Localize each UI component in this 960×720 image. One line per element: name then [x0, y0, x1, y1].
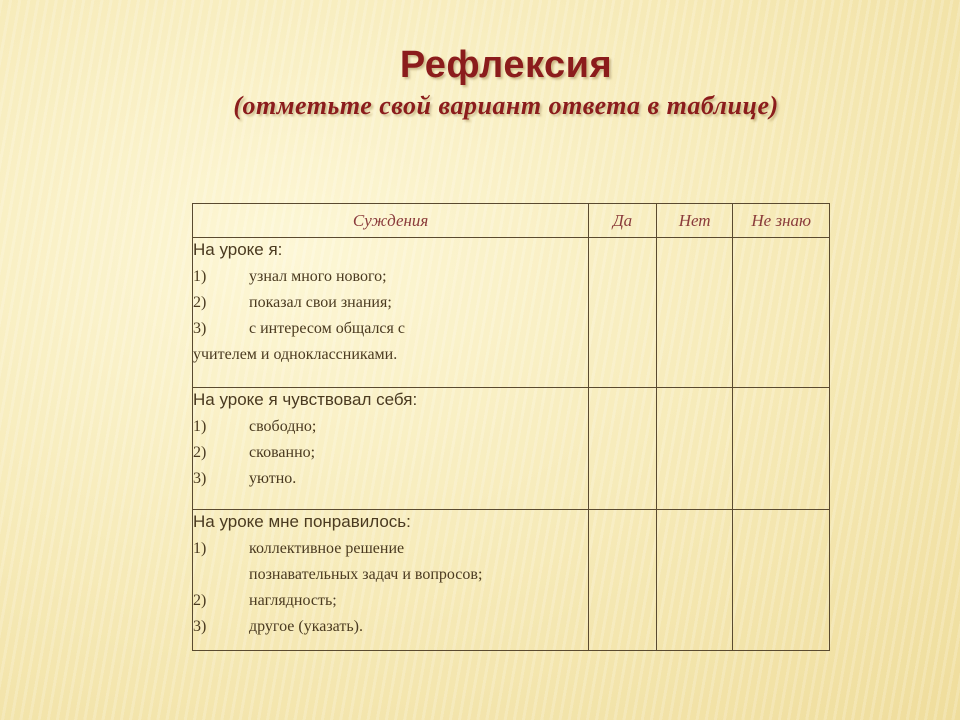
answer-cell-yes[interactable]: [589, 510, 657, 651]
header-no: Нет: [656, 204, 733, 238]
item-number: 2): [193, 592, 207, 609]
item-number: 1): [193, 540, 207, 557]
list-item: [193, 588, 588, 614]
header-yes: Да: [589, 204, 657, 238]
item-text: уютно.: [249, 470, 297, 487]
item-continuation: познавательных задач и вопросов;: [249, 566, 483, 583]
table-row: [193, 510, 830, 651]
list-item: [193, 614, 588, 640]
answer-cell-dont-know[interactable]: [733, 510, 830, 651]
item-number: 3): [193, 618, 207, 635]
item-text: другое (указать).: [249, 618, 363, 635]
list-item: [193, 290, 588, 316]
item-continuation: учителем и одноклассниками.: [193, 346, 398, 363]
item-text: с интересом общался с: [249, 320, 405, 337]
slide-title: Рефлексия: [399, 44, 613, 86]
judgement-cell: [193, 238, 589, 388]
item-text: наглядность;: [249, 592, 337, 609]
answer-cell-dont-know[interactable]: [733, 238, 830, 388]
item-number: 2): [193, 294, 207, 311]
list-item: [193, 414, 588, 440]
header-judgement: Суждения: [193, 204, 589, 238]
answer-cell-no[interactable]: [656, 238, 733, 388]
item-text: показал свои знания;: [249, 294, 392, 311]
answer-cell-no[interactable]: [656, 388, 733, 510]
group-heading: На уроке я:: [193, 240, 283, 259]
item-text: скованно;: [249, 444, 316, 461]
list-item: [193, 466, 588, 492]
table-row: [193, 388, 830, 510]
item-text: узнал много нового;: [249, 268, 387, 285]
header-dont-know: Не знаю: [733, 204, 830, 238]
item-number: 3): [193, 470, 207, 487]
slide-subtitle: (отметьте свой вариант ответа в таблице): [233, 91, 779, 120]
answer-cell-yes[interactable]: [589, 238, 657, 388]
item-text: свободно;: [249, 418, 317, 435]
item-number: 2): [193, 444, 207, 461]
list-item: [193, 536, 588, 562]
answer-cell-yes[interactable]: [589, 388, 657, 510]
answer-cell-no[interactable]: [656, 510, 733, 651]
list-item: [193, 316, 588, 342]
item-number: 1): [193, 268, 207, 285]
group-heading: На уроке я чувствовал себя:: [193, 390, 418, 409]
reflection-table: [192, 203, 830, 651]
table-row: [193, 238, 830, 388]
judgement-cell: [193, 388, 589, 510]
list-item: [193, 440, 588, 466]
judgement-cell: [193, 510, 589, 651]
item-number: 3): [193, 320, 207, 337]
answer-cell-dont-know[interactable]: [733, 388, 830, 510]
item-text: коллективное решение: [249, 540, 405, 557]
item-number: 1): [193, 418, 207, 435]
group-heading: На уроке мне понравилось:: [193, 512, 411, 531]
list-item: [193, 264, 588, 290]
table-header-row: [193, 204, 830, 238]
